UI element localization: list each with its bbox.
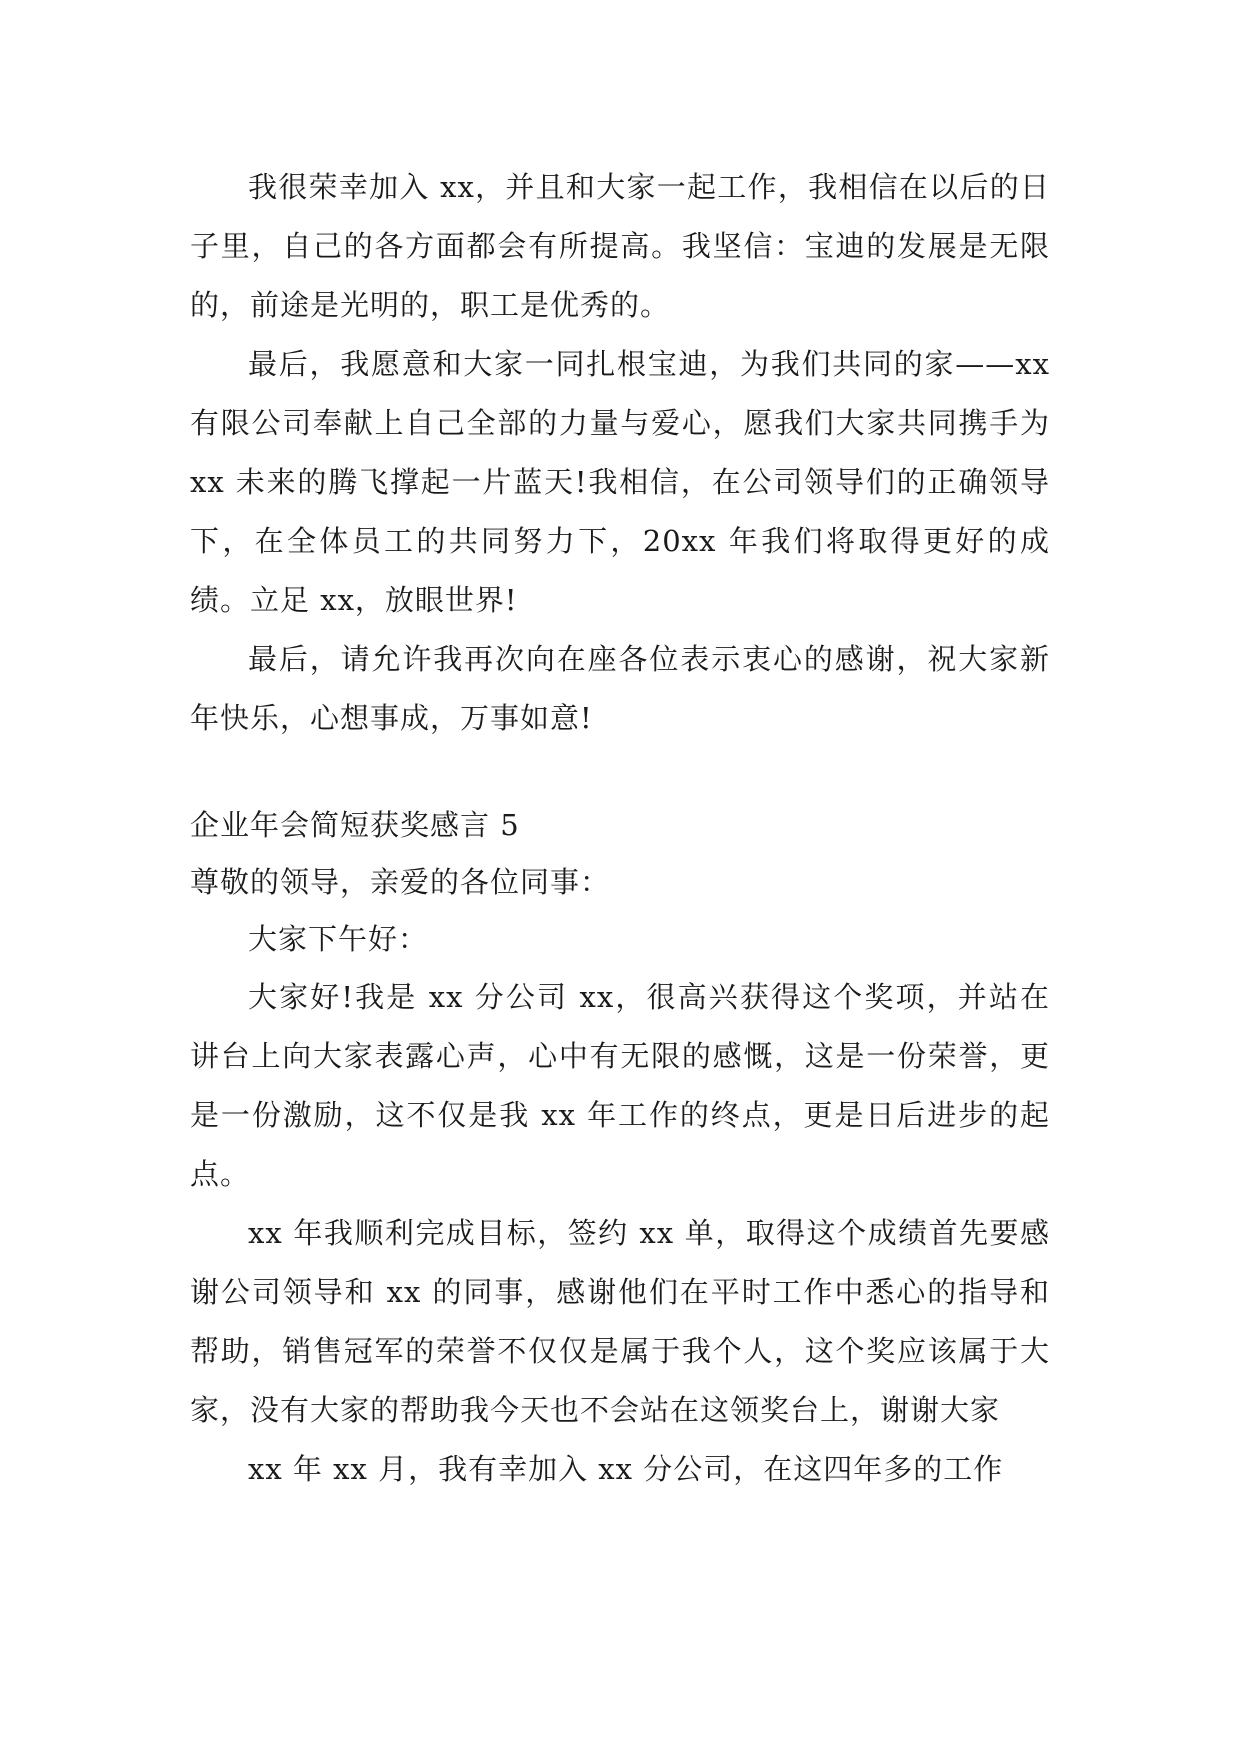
paragraph-joining-company: 我很荣幸加入 xx，并且和大家一起工作，我相信在以后的日子里，自己的各方面都会有所提高。我坚信：宝迪的发展是无限的，前途是光明的，职工是优秀的。 [190, 170, 1050, 322]
paragraph-joining-branch: xx 年 xx 月，我有幸加入 xx 分公司，在这四年多的工作 [248, 1452, 1004, 1486]
salutation: 尊敬的领导，亲爱的各位同事： [190, 865, 611, 899]
section-title: 企业年会简短获奖感言 5 [190, 808, 520, 842]
document-body [190, 158, 1050, 1499]
paragraph-award-intro: 大家好!我是 xx 分公司 xx，很高兴获得这个奖项，并站在讲台上向大家表露心声，心中有无限的感慨，这是一份荣誉，更是一份激励，这不仅是我 xx 年工作的终点，更是日后进步的起点。 [190, 980, 1050, 1191]
paragraph-greeting: 大家下午好： [248, 922, 429, 956]
paragraph-final-thanks: 最后，请允许我再次向在座各位表示衷心的感谢，祝大家新年快乐，心想事成，万事如意! [190, 642, 1050, 735]
paragraph-closing-commitment: 最后，我愿意和大家一同扎根宝迪，为我们共同的家——xx 有限公司奉献上自己全部的力量与爱心，愿我们大家共同携手为 xx 未来的腾飞撑起一片蓝天!我相信，在公司领导们的正确领导下，在全体员工的共同努力下，20xx 年我们将取得更好的成绩。立足 xx，放眼世界! [190, 347, 1050, 617]
paragraph-thanks-colleagues: xx 年我顺利完成目标，签约 xx 单，取得这个成绩首先要感谢公司领导和 xx 的同事，感谢他们在平时工作中悉心的指导和帮助，销售冠军的荣誉不仅仅是属于我个人，这个奖应该属于大家，没有大家的帮助我今天也不会站在这领奖台上，谢谢大家 [190, 1216, 1050, 1427]
section-spacer [190, 748, 1050, 797]
